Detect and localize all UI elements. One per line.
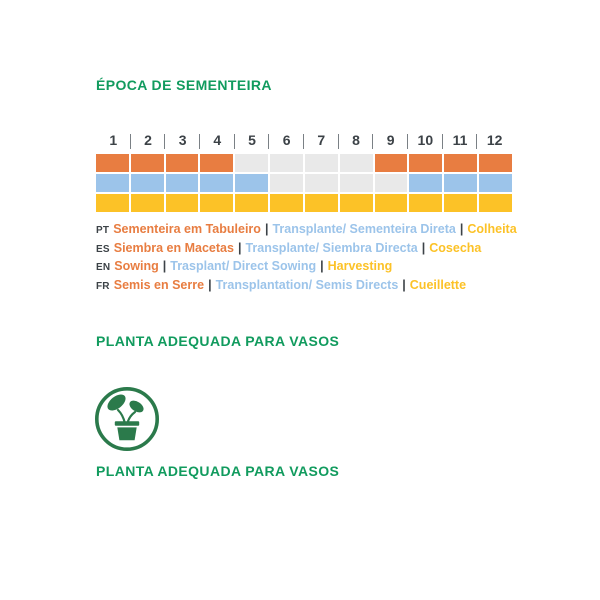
language-code: PT xyxy=(96,225,110,236)
month-label-7: 7 xyxy=(304,132,339,148)
grid-cell xyxy=(340,174,373,192)
month-label-5: 5 xyxy=(235,132,270,148)
grid-cell xyxy=(444,194,477,212)
legend-separator: | xyxy=(162,259,167,273)
month-label-8: 8 xyxy=(339,132,374,148)
grid-cell xyxy=(166,154,199,172)
legend-item: Colheita xyxy=(467,222,517,236)
month-header-row xyxy=(96,132,512,148)
legend-item: Transplante/ Sementeira Direta xyxy=(272,222,456,236)
content-column xyxy=(96,77,517,479)
grid-cell xyxy=(131,194,164,212)
grid-cell xyxy=(200,154,233,172)
grid-cell xyxy=(305,194,338,212)
potted-plant-icon xyxy=(94,386,160,452)
grid-cell xyxy=(166,174,199,192)
legend-separator: | xyxy=(237,240,242,255)
grid-cell xyxy=(444,174,477,192)
legend-item: Sowing xyxy=(114,259,159,273)
month-label-12: 12 xyxy=(486,132,503,148)
legend-separator: | xyxy=(459,222,464,236)
grid-cell xyxy=(270,154,303,172)
grid-cell xyxy=(200,194,233,212)
legend-item: Semis en Serre xyxy=(113,277,205,292)
grid-cell xyxy=(479,174,512,192)
legend-item: Siembra en Macetas xyxy=(113,240,234,255)
grid-cell xyxy=(409,154,442,172)
legend-item: Harvesting xyxy=(327,259,393,273)
legend-separator: | xyxy=(264,222,269,236)
month-label-9: 9 xyxy=(373,132,408,148)
grid-cell xyxy=(270,174,303,192)
language-code: EN xyxy=(96,262,111,273)
grid-cell xyxy=(479,194,512,212)
grid-cell xyxy=(131,154,164,172)
grid-cell xyxy=(409,194,442,212)
grid-cell xyxy=(340,154,373,172)
month-label-10: 10 xyxy=(408,132,443,148)
sowing-calendar-chart xyxy=(96,132,517,295)
pots-section-title-repeat: PLANTA ADEQUADA PARA VASOS xyxy=(96,463,340,479)
grid-cell xyxy=(305,154,338,172)
sowing-season-title: ÉPOCA DE SEMENTEIRA xyxy=(96,77,272,93)
legend-item: Transplantation/ Semis Directs xyxy=(215,277,399,292)
grid-cell xyxy=(200,174,233,192)
language-code: ES xyxy=(96,243,110,255)
calendar-grid xyxy=(96,154,512,212)
legend-separator: | xyxy=(421,240,426,255)
grid-cell xyxy=(235,154,268,172)
grid-cell xyxy=(375,154,408,172)
grid-cell xyxy=(235,194,268,212)
legend-row-en xyxy=(96,258,512,277)
grid-cell xyxy=(96,194,129,212)
legend-separator: | xyxy=(208,277,212,292)
grid-cell xyxy=(96,174,129,192)
month-label-6: 6 xyxy=(269,132,304,148)
legend-item: Cosecha xyxy=(429,240,482,255)
legend-item: Sementeira em Tabuleiro xyxy=(113,222,261,236)
grid-cell xyxy=(305,174,338,192)
grid-cell xyxy=(444,154,477,172)
legend-row-es xyxy=(96,240,512,259)
grid-cell xyxy=(235,174,268,192)
legend-item: Cueillette xyxy=(409,277,467,292)
legend-row-fr xyxy=(96,277,512,296)
legend-separator: | xyxy=(320,259,324,273)
grid-cell xyxy=(479,154,512,172)
calendar-legend xyxy=(96,221,517,295)
grid-cell xyxy=(270,194,303,212)
grid-cell xyxy=(375,174,408,192)
legend-item: Transplante/ Siembra Directa xyxy=(245,240,418,255)
language-code: FR xyxy=(96,280,110,292)
grid-cell xyxy=(96,154,129,172)
grid-cell xyxy=(340,194,373,212)
month-label-1: 1 xyxy=(96,132,131,148)
legend-separator: | xyxy=(402,277,406,292)
legend-row-pt xyxy=(96,221,517,240)
month-label-2: 2 xyxy=(131,132,166,148)
pots-section-title: PLANTA ADEQUADA PARA VASOS xyxy=(96,333,340,349)
month-label-4: 4 xyxy=(200,132,235,148)
grid-cell xyxy=(375,194,408,212)
grid-cell xyxy=(166,194,199,212)
legend-item: Trasplant/ Direct Sowing xyxy=(170,259,317,273)
grid-cell xyxy=(131,174,164,192)
month-label-3: 3 xyxy=(165,132,200,148)
month-label-11: 11 xyxy=(443,132,478,148)
grid-cell xyxy=(409,174,442,192)
